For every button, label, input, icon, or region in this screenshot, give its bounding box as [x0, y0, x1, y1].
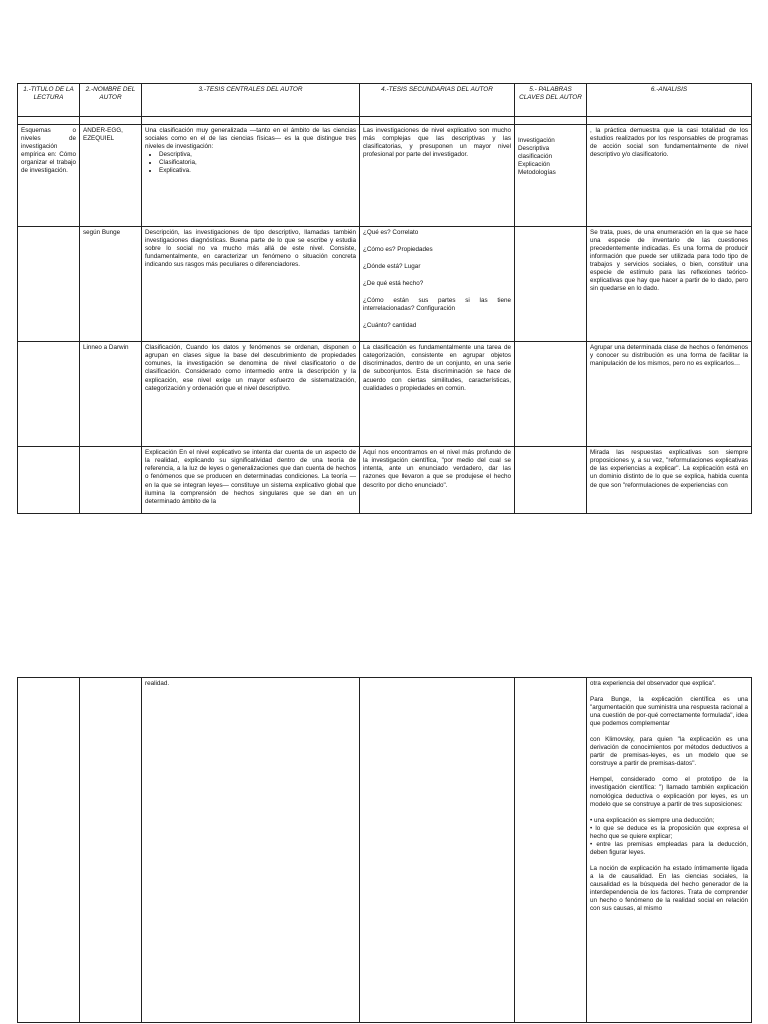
question: ¿Cómo es? Propiedades: [363, 246, 433, 254]
table-row: [18, 125, 752, 227]
question: ¿Dónde está? Lugar: [363, 263, 421, 271]
header-row: [18, 84, 752, 117]
table-row: [18, 227, 752, 342]
central-thesis: Descripción, las investigaciones de tipo descriptivo, llamadas también investigaciones diagnósticas. Buena parte de lo que se escribe y estudia sobre lo social no va mucho más allá de este nivel. Consiste, fundamentalmente, en caracterizar un fenómeno o situación concreta indicando sus rasgos más peculiares o diferenciadores.: [142, 227, 360, 342]
analysis-paragraph: Hempel, considerado como el prototipo de la investigación científica: ") llamado también explicación nomológica deductiva o explicación por leyes, es un modelo que se construye a partir de tres suposiciones:: [590, 776, 748, 808]
keyword: Descriptiva: [518, 145, 550, 153]
table-row: [18, 447, 752, 514]
analysis: , la práctica demuestra que la casi totalidad de los estudios realizados por los responsables de programas de acción social son fundamentalmente de nivel descriptivo y/o clasificatorio.: [587, 125, 752, 227]
reading-analysis-table-continued: [17, 677, 752, 1023]
list-item: • Descriptiva,: [159, 151, 356, 159]
keyword: clasificación: [518, 153, 552, 161]
levels-list: [145, 151, 356, 175]
question: ¿Cómo están sus partes si las tiene interrelacionadas? Configuración: [363, 297, 511, 313]
keyword: Explicación: [518, 161, 550, 169]
central-thesis: Clasificación, Cuando los datos y fenómenos se ordenan, disponen o agrupan en clases sigue la base del descubrimiento de propiedades comunes, la investigación se denomina de nivel clasificatorio o de clasificación. Considerado como intermedio entre la descripción y la explicación, ese nivel exige un mayor esfuerzo de sistematización, categorización y ordenación que el nivel descriptivo.: [142, 342, 360, 447]
table-row: [18, 342, 752, 447]
analysis-paragraph: otra experiencia del observador que explica".: [590, 680, 716, 687]
analysis-paragraph: Para Bunge, la explicación científica es una "argumentación que suministra una respuesta racional a una cuestión de por-qué correctamente formulada", idea que podemos complementar: [590, 696, 748, 728]
keywords: [515, 125, 587, 227]
header-author: 2.-NOMBRE DEL AUTOR: [80, 84, 142, 117]
list-item: • una explicación es siempre una deducción;: [590, 816, 715, 824]
table-row: [18, 678, 752, 1023]
secondary-thesis: La clasificación es fundamentalmente una tarea de categorización, consistente en agrupar objetos discriminados, dentro de un conjunto, en una serie de subconjuntos. Esta discriminación se hace de acuerdo con ciertas similitudes, características, cualidades o propiedades en común.: [360, 342, 515, 447]
central-thesis-intro: Una clasificación muy generalizada —tanto en el ámbito de las ciencias sociales como en el de las ciencias físicas— es la que distingue tres niveles de investigación:: [145, 127, 356, 151]
question: ¿Cuánto? cantidad: [363, 322, 417, 330]
analysis: [587, 678, 752, 1023]
analysis-paragraph: con Klimovsky, para quien "la explicación es una derivación de conocimientos por métodos deductivos a partir de premisas-leyes, es un modelo que se construye a partir de premisas-datos".: [590, 736, 748, 768]
list-item: • lo que se deduce es la proposición que expresa el hecho que se quiere explicar;: [590, 824, 748, 840]
question: ¿Qué es? Correlato: [363, 229, 419, 236]
secondary-thesis: Aquí nos encontramos en el nivel más profundo de la investigación científica, "por medio del cual se intenta, ante un enunciado verdadero, dar las razones que llevaron a que se produjese el hecho descrito por dicho enunciado".: [360, 447, 515, 514]
central-thesis: realidad.: [142, 678, 360, 1023]
central-thesis: [142, 125, 360, 227]
analysis: Agrupar una determinada clase de hechos o fenómenos y conocer su distribución es una forma de facilitar la manipulación de los mismos, pero no es explicarlos…: [587, 342, 752, 447]
header-analysis: 6.-ANALISIS: [587, 84, 752, 117]
reading-title: Esquemas o niveles de investigación empírica en: Cómo organizar el trabajo de investigación.: [18, 125, 80, 227]
question: ¿De qué está hecho?: [363, 280, 424, 288]
central-thesis: Explicación En el nivel explicativo se intenta dar cuenta de un aspecto de la realidad, explicando su significatividad dentro de una teoría de referencia, a la luz de leyes o generalizaciones que dan cuenta de hechos o fenómenos que se producen en determinadas condiciones. La teoría —en la que se integran leyes— constituye un sistema explicativo global que ilumina la comprensión de hechos singulares que se dan en un determinado ámbito de la: [142, 447, 360, 514]
header-central-thesis: 3.-TESIS CENTRALES DEL AUTOR: [142, 84, 360, 117]
spacer-row: [18, 117, 752, 125]
author-name: Linneo a Darwin: [80, 342, 142, 447]
analysis: Mirada las respuestas explicativas son siempre proposiciones y, a su vez, "reformulaciones explicativas de las experiencias a explicar". La explicación está en un dominio distinto de lo que se explica, habida cuenta de que son "reformulaciones de experiencias con: [587, 447, 752, 514]
author-name: ANDER-EGG, EZEQUIEL: [80, 125, 142, 227]
list-item: • entre las premisas empleadas para la deducción, deben figurar leyes.: [590, 840, 748, 856]
reading-analysis-table: [17, 83, 752, 514]
secondary-thesis: Las investigaciones de nivel explicativo son mucho más complejas que las descriptivas y las clasificatorias, y presuponen un mayor nivel profesional por parte del investigador.: [360, 125, 515, 227]
keyword: Investigación: [518, 137, 555, 144]
header-title: 1.-TITULO DE LA LECTURA: [18, 84, 80, 117]
secondary-thesis: [360, 227, 515, 342]
keyword: Metodologías: [518, 169, 556, 177]
analysis-bullet-list: [590, 817, 748, 857]
analysis: Se trata, pues, de una enumeración en la que se hace una especie de inventario de las cuestiones precedentemente indicadas. Es una forma de producir información que puede ser utilizada para todo tipo de trabajos y servicios sociales, o bien, constituir una especie de estímulo para las reflexiones teórico-explicativas que hay que hacer a partir de lo dado, pero sin quedarse en lo dado.: [587, 227, 752, 342]
header-secondary-thesis: 4.-TESIS SECUNDARIAS DEL AUTOR: [360, 84, 515, 117]
list-item: • Explicativa.: [159, 167, 356, 175]
header-keywords: 5.- PALABRAS CLAVES DEL AUTOR: [515, 84, 587, 117]
author-name: según Bunge: [80, 227, 142, 342]
analysis-paragraph: La noción de explicación ha estado íntimamente ligada a la de causalidad. En las ciencias sociales, la causalidad es la búsqueda del hecho generador de la interdependencia de los factores. Trata de comprender un hecho o fenómeno de la realidad social en relación con sus causas, al mismo: [590, 864, 748, 913]
list-item: • Clasificatoria,: [159, 159, 356, 167]
